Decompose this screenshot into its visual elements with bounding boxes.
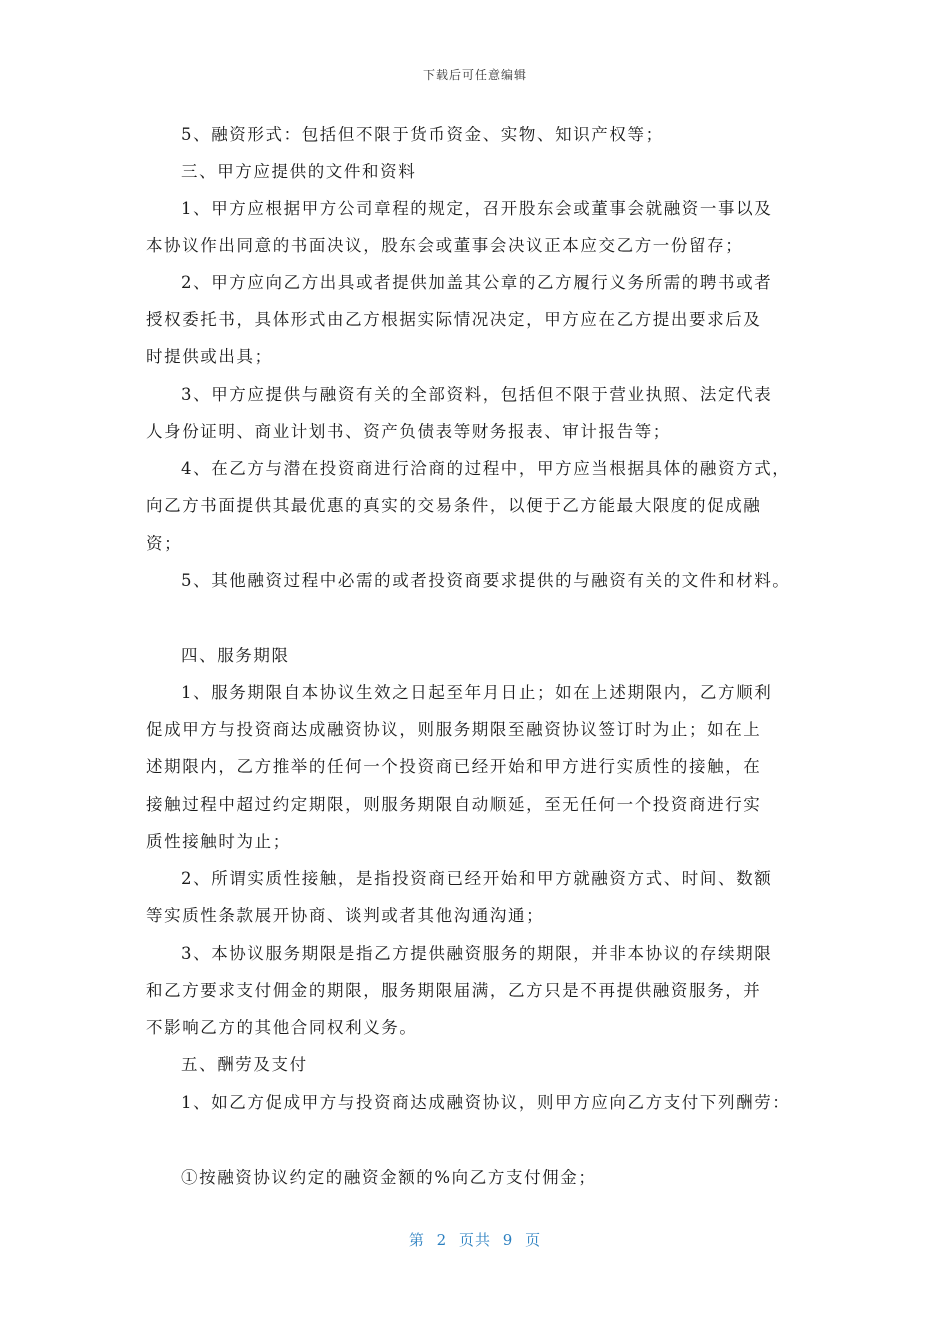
section-heading: 三、甲方应提供的文件和资料 (181, 162, 417, 181)
text-line: 等实质性条款展开协商、谈判或者其他沟通沟通； (146, 906, 545, 925)
header-note: 下载后可任意编辑 (422, 68, 527, 82)
section-heading: 四、服务期限 (181, 646, 290, 665)
text-line: 1、如乙方促成甲方与投资商达成融资协议，则甲方应向乙方支付下列酬劳： (181, 1093, 791, 1112)
text-line: 接触过程中超过约定期限，则服务期限自动顺延，至无任何一个投资商进行实 (146, 795, 762, 814)
text-line: 促成甲方与投资商达成融资协议，则服务期限至融资协议签订时为止；如在上 (146, 720, 762, 739)
text-line: 时提供或出具； (146, 347, 273, 366)
text-line: 不影响乙方的其他合同权利义务。 (146, 1018, 418, 1037)
text-line: 5、其他融资过程中必需的或者投资商要求提供的与融资有关的文件和材料。 (181, 571, 791, 590)
text-line: 3、本协议服务期限是指乙方提供融资服务的期限，并非本协议的存续期限 (181, 944, 773, 963)
text-line: 2、甲方应向乙方出具或者提供加盖其公章的乙方履行义务所需的聘书或者 (181, 273, 773, 292)
text-line: 向乙方书面提供其最优惠的真实的交易条件，以便于乙方能最大限度的促成融 (146, 496, 762, 515)
text-line: 1、服务期限自本协议生效之日起至年月日止；如在上述期限内，乙方顺利 (181, 683, 773, 702)
text-line: 4、在乙方与潜在投资商进行洽商的过程中，甲方应当根据具体的融资方式， (181, 459, 791, 478)
page-number: 第 2 页共 9 页 (408, 1231, 542, 1249)
text-line: 2、所谓实质性接触，是指投资商已经开始和甲方就融资方式、时间、数额 (181, 869, 773, 888)
text-line: 授权委托书，具体形式由乙方根据实际情况决定，甲方应在乙方提出要求后及 (146, 310, 762, 329)
text-line: ①按融资协议约定的融资金额的%向乙方支付佣金； (181, 1168, 597, 1187)
text-line: 和乙方要求支付佣金的期限，服务期限届满，乙方只是不再提供融资服务，并 (146, 981, 762, 1000)
text-line: 资； (146, 534, 183, 553)
text-line: 人身份证明、商业计划书、资产负债表等财务报表、审计报告等； (146, 422, 671, 441)
text-line: 3、甲方应提供与融资有关的全部资料，包括但不限于营业执照、法定代表 (181, 385, 773, 404)
section-heading: 五、酬劳及支付 (181, 1055, 308, 1074)
text-line: 质性接触时为止； (146, 832, 291, 851)
text-line: 5、融资形式：包括但不限于货币资金、实物、知识产权等； (181, 125, 664, 144)
text-line: 述期限内，乙方推举的任何一个投资商已经开始和甲方进行实质性的接触，在 (146, 757, 762, 776)
text-line: 本协议作出同意的书面决议，股东会或董事会决议正本应交乙方一份留存； (146, 236, 744, 255)
text-line: 1、甲方应根据甲方公司章程的规定，召开股东会或董事会就融资一事以及 (181, 199, 773, 218)
